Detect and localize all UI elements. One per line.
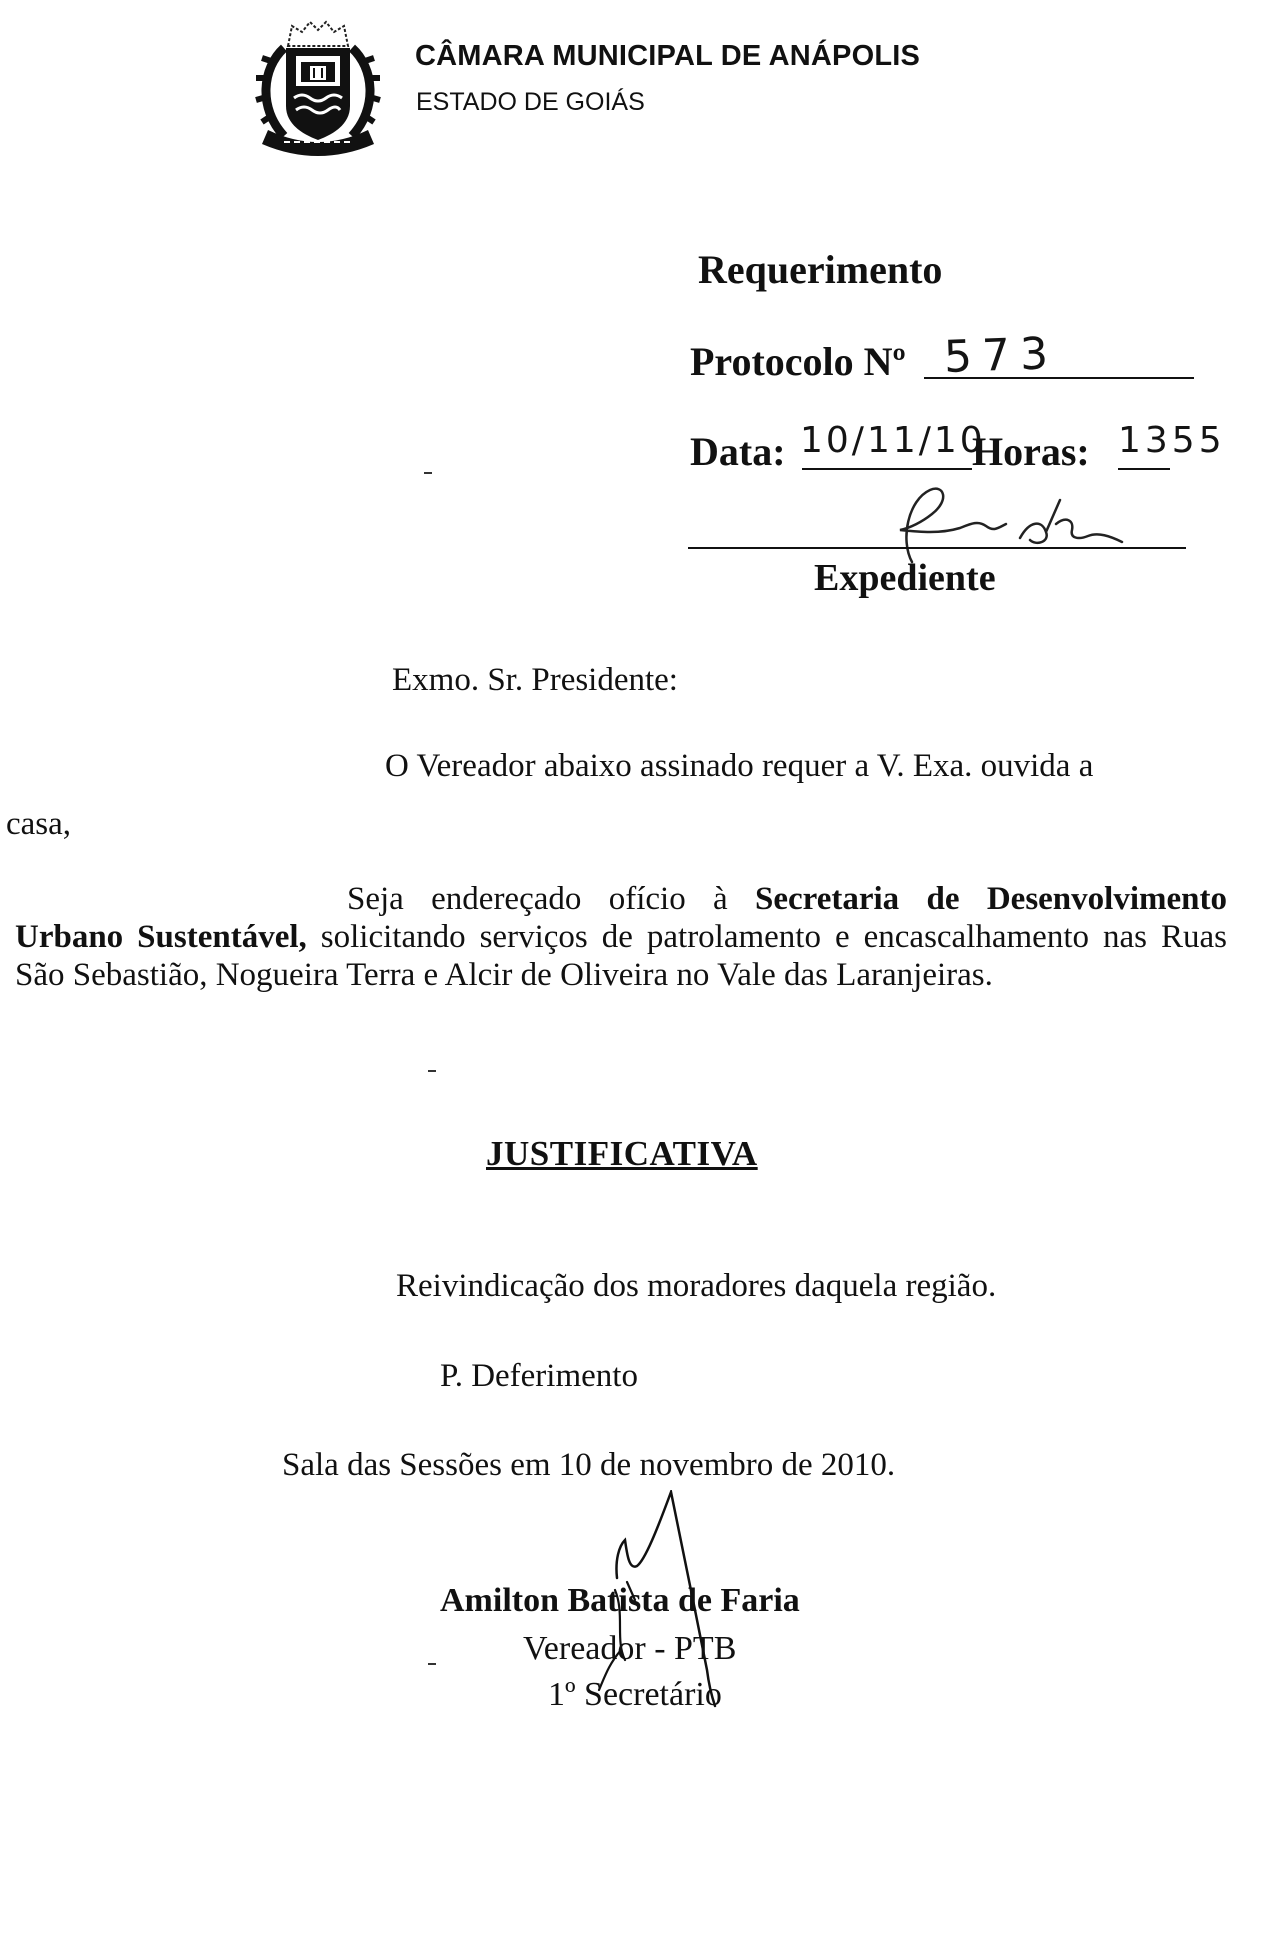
- request-closing: P. Deferimento: [440, 1358, 638, 1394]
- request-recipient: Secretaria de Desenvolvimento Urbano Sustentável,: [15, 881, 1227, 955]
- municipal-coat-of-arms-icon: [244, 18, 392, 158]
- section-label: Expediente: [814, 557, 996, 599]
- hours-underline: [1118, 468, 1170, 470]
- expediente-line: [688, 547, 1186, 549]
- signatory-role: Vereador - PTB: [523, 1630, 737, 1667]
- protocol-label: Protocolo Nº: [690, 339, 906, 384]
- date-underline: [802, 468, 972, 470]
- date-label: Data:: [690, 429, 786, 474]
- date-value: 10/11/10: [800, 420, 986, 461]
- salutation: Exmo. Sr. Presidente:: [392, 662, 678, 698]
- request-intro: Seja endereçado ofício à: [347, 881, 756, 917]
- request-details: solicitando serviços de patrolamento e encascalhamento nas Ruas São Sebastião, Nogueira Terra e Alcir de Oliveira no Vale das Laranjeiras.: [15, 919, 1227, 993]
- scan-speck: [424, 472, 432, 474]
- scan-speck: [428, 1663, 436, 1665]
- hours-value: 1355: [1118, 420, 1226, 461]
- signatory-name: Amilton Batista de Faria: [440, 1582, 800, 1619]
- signatory-position: 1º Secretário: [548, 1676, 722, 1713]
- paragraph1-line2: casa,: [6, 806, 72, 842]
- hours-label: Horas:: [972, 429, 1090, 474]
- request-paragraph: [15, 880, 1227, 994]
- paragraph1-line1: O Vereador abaixo assinado requer a V. Exa. ouvida a: [385, 748, 1094, 784]
- document-type-title: Requerimento: [698, 247, 943, 292]
- justification-text: Reivindicação dos moradores daquela região.: [396, 1268, 997, 1304]
- state-name: ESTADO DE GOIÁS: [416, 88, 645, 116]
- justification-title: JUSTIFICATIVA: [486, 1134, 758, 1173]
- place-date: Sala das Sessões em 10 de novembro de 2010.: [282, 1447, 896, 1483]
- institution-name: CÂMARA MUNICIPAL DE ANÁPOLIS: [415, 40, 921, 72]
- protocol-number: 573: [943, 328, 1059, 383]
- scan-speck: [428, 1070, 436, 1072]
